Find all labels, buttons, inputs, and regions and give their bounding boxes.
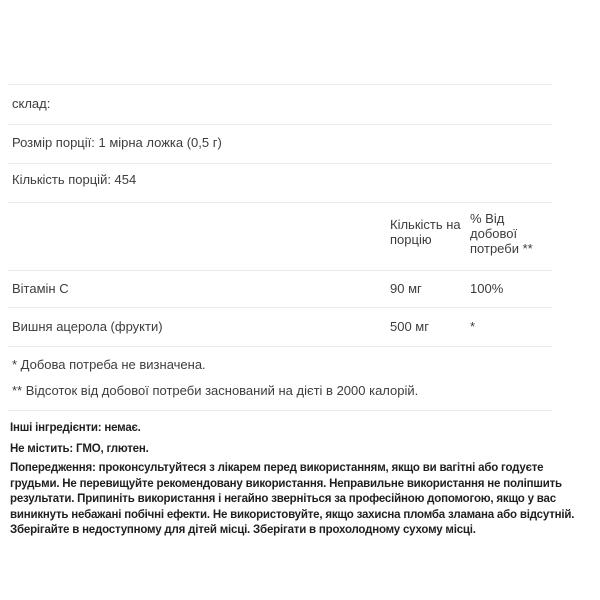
footnote-percent: ** Відсоток від добової потреби заснований на дієті в 2000 калорій. xyxy=(12,383,419,398)
ingredient-daily-value: * xyxy=(470,319,476,334)
divider xyxy=(8,124,552,125)
divider xyxy=(8,410,552,411)
divider xyxy=(8,202,552,203)
ingredient-name: Вишня ацерола (фрукти) xyxy=(12,319,163,334)
divider xyxy=(8,270,552,271)
divider xyxy=(8,163,552,164)
divider xyxy=(8,84,552,85)
ingredient-daily-value: 100% xyxy=(470,281,504,296)
ingredient-name: Вітамін C xyxy=(12,281,69,296)
ingredient-amount: 90 мг xyxy=(390,281,422,296)
serving-size: Розмір порції: 1 мірна ложка (0,5 г) xyxy=(12,135,222,150)
servings-count: Кількість порцій: 454 xyxy=(12,172,137,187)
footnote-daily-value: * Добова потреба не визначена. xyxy=(12,357,206,372)
other-ingredients: Інші інгредієнти: немає. xyxy=(10,422,141,434)
daily-value-header: % Від добової потреби ** xyxy=(470,211,533,256)
divider xyxy=(8,346,552,347)
divider xyxy=(8,307,552,308)
ingredient-amount: 500 мг xyxy=(390,319,429,334)
composition-label: склад: xyxy=(12,96,51,111)
amount-per-serving-header: Кількість на порцію xyxy=(390,217,461,247)
warning-text: Попередження: проконсультуйтеся з лікарем перед використанням, якщо ви вагітні або годуєте грудьми. Не перевищуйте рекомендовану використання. Неправильне використання не поліпшить результати. Припиніть використання і негайно зверніться за професійною допомогою, якщо у вас виникнуть небажані побічні ефекти. Не використовуйте, якщо захисна пломба зламана або відсутній. Зберігайте в недоступному для дітей місці. Зберігати в прохолодному сухому місці. xyxy=(10,462,575,536)
does-not-contain: Не містить: ГМО, глютен. xyxy=(10,443,149,455)
